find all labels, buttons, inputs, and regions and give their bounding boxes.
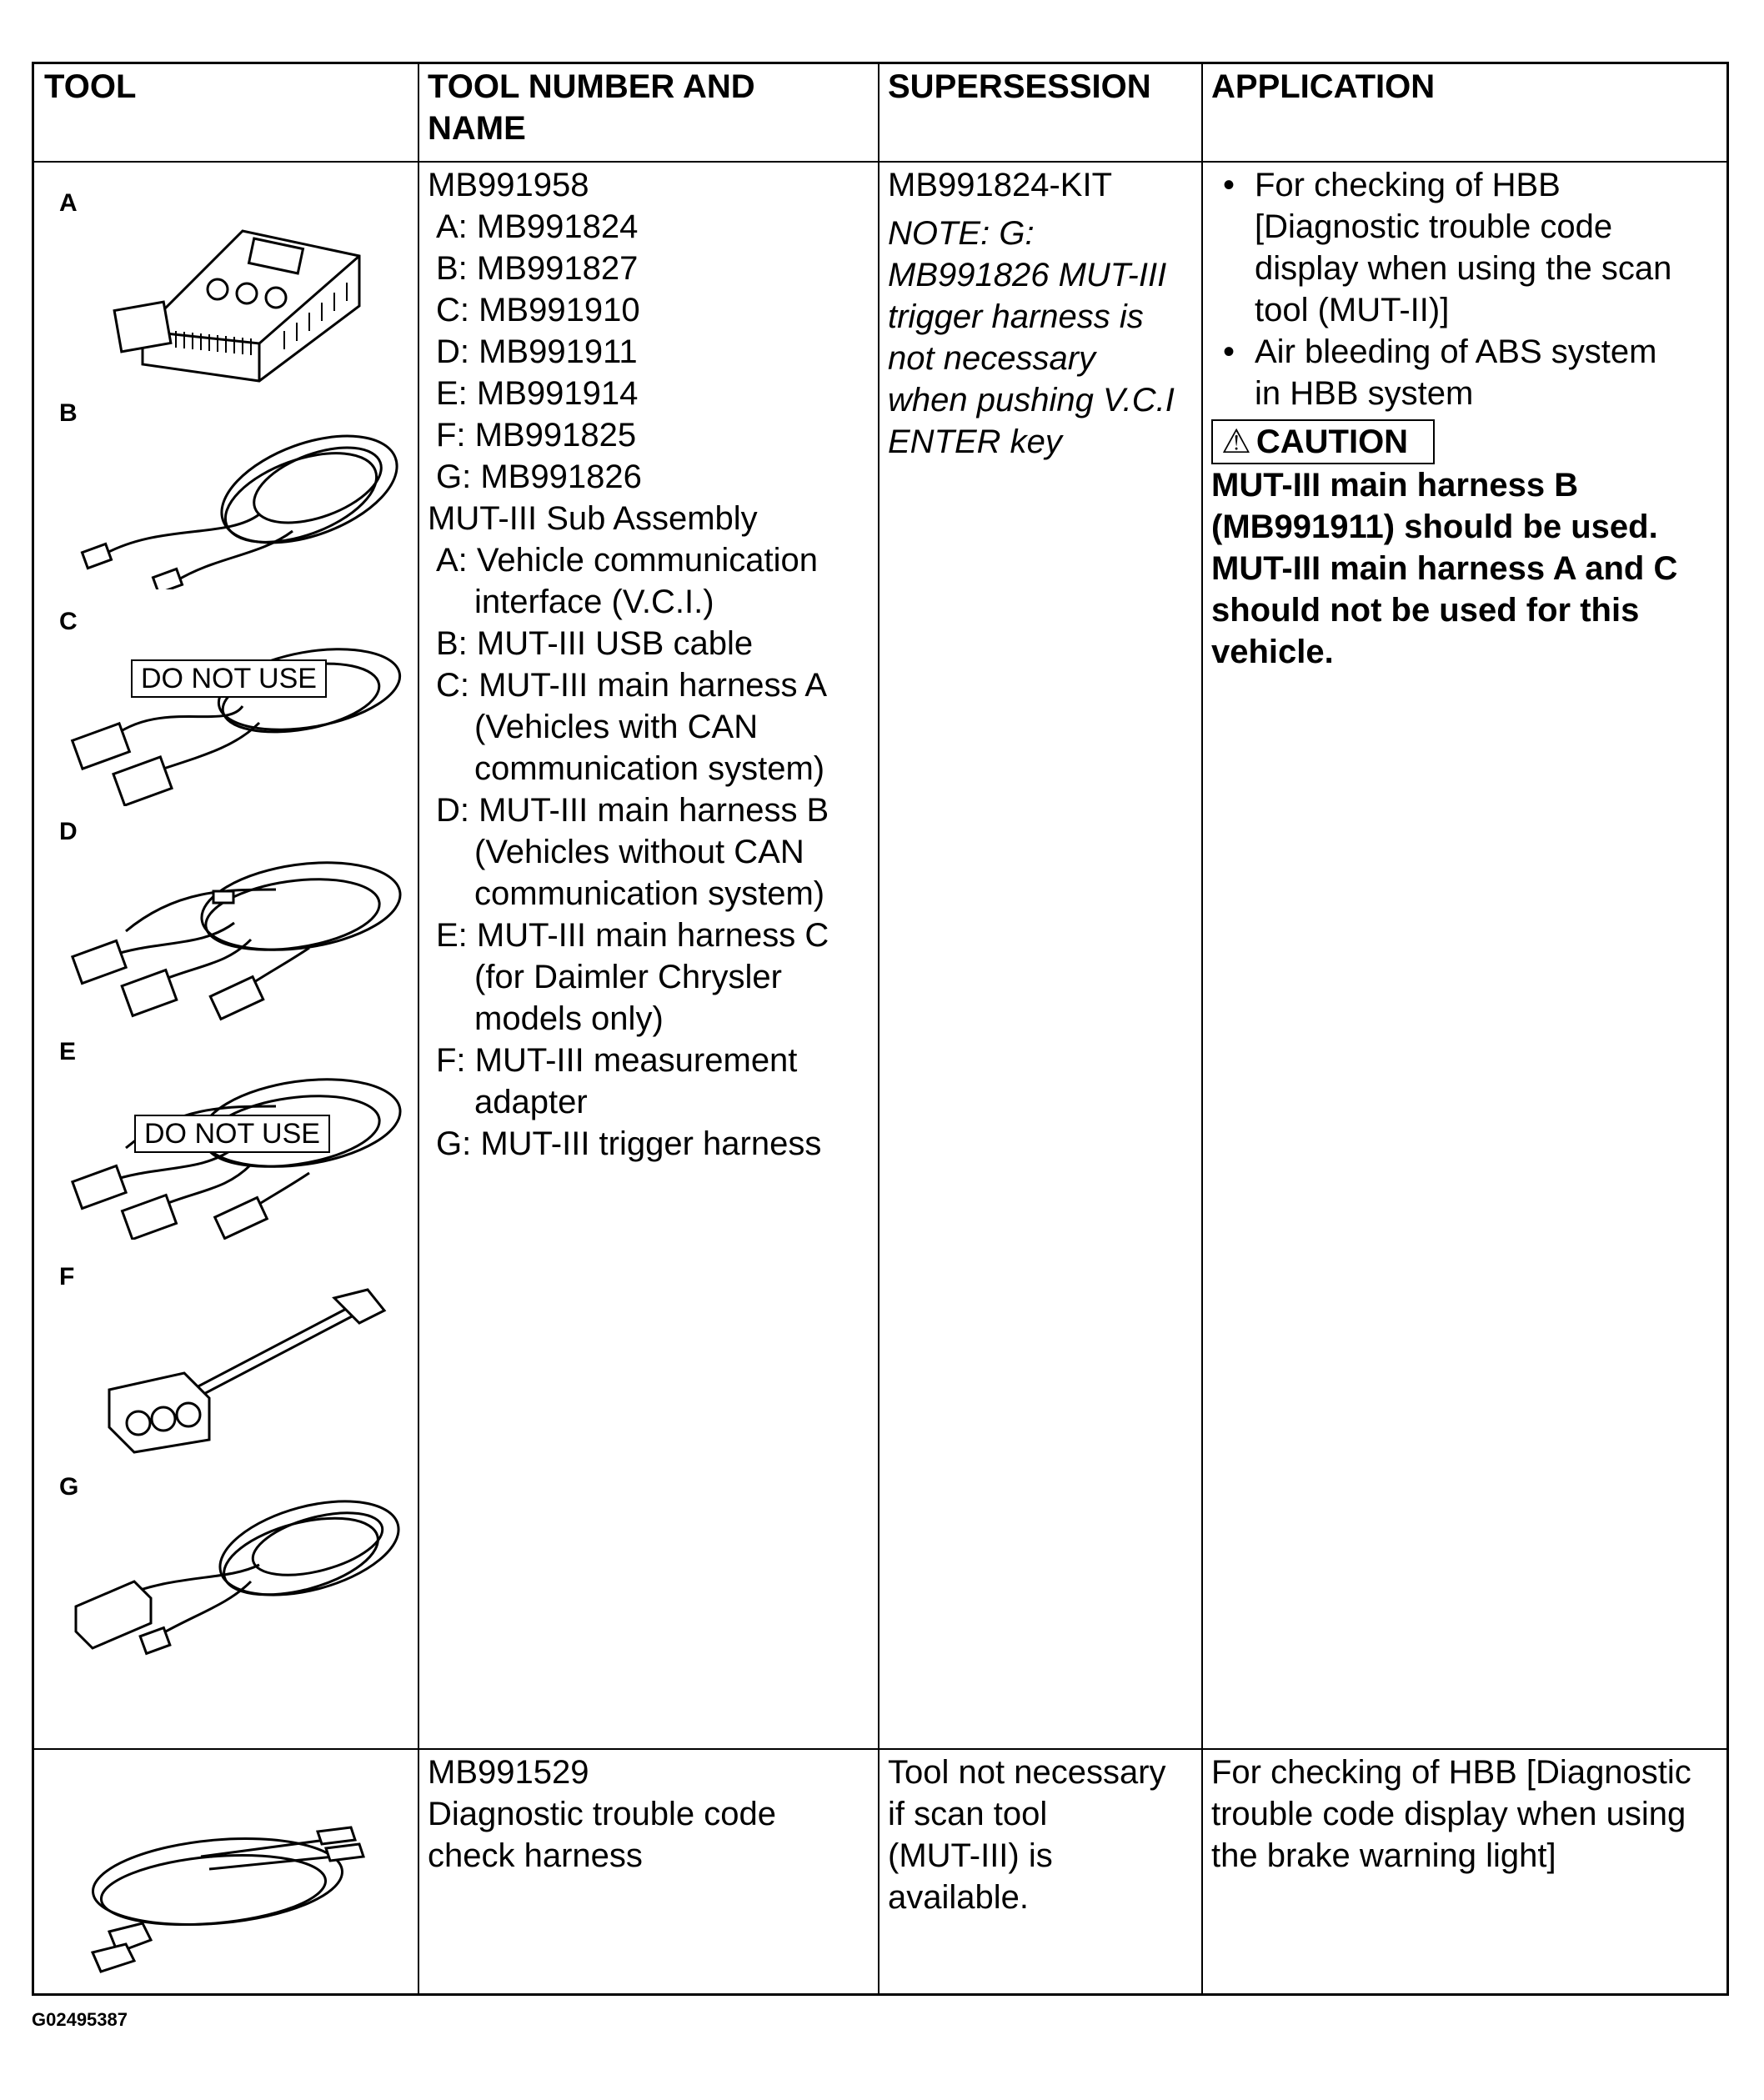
col-divider (1201, 64, 1203, 1993)
supersession-line: Tool not necessary (888, 1754, 1166, 1791)
supersession-cell-2 (888, 1752, 1196, 1918)
supersession-line: if scan tool (888, 1796, 1048, 1832)
header-tool-number-line1: TOOL NUMBER AND (428, 68, 755, 105)
sub-assembly-title: MUT-III Sub Assembly (428, 500, 758, 537)
application-bullet (1211, 331, 1725, 414)
header-tool-number (428, 66, 755, 149)
application-bullet (1211, 164, 1725, 331)
sub-assembly-line: E: MUT-III main harness C (436, 917, 829, 954)
component-line: B: MB991827 (436, 250, 639, 287)
tool-label-g: G (59, 1473, 79, 1501)
caution-text (1211, 464, 1725, 673)
note-line: NOTE: G: (888, 215, 1035, 252)
tool-number-cell-2 (428, 1752, 869, 1877)
application-line: trouble code display when using (1211, 1796, 1686, 1832)
tool-label-d: D (59, 818, 78, 845)
component-line: A: MB991824 (436, 208, 639, 245)
row-divider (34, 161, 1726, 163)
header-tool: TOOL (44, 68, 137, 105)
do-not-use-label: DO NOT USE (131, 659, 327, 698)
application-line: For checking of HBB [Diagnostic (1211, 1754, 1691, 1791)
check-harness-illustration (76, 1807, 376, 1973)
tool-label-b: B (59, 399, 78, 427)
sub-assembly-line: (Vehicles without CAN (474, 834, 804, 870)
supersession-line: available. (888, 1879, 1030, 1916)
sub-assembly-line: communication system) (474, 750, 825, 787)
application-lines (1211, 1752, 1725, 1877)
sub-assembly-line: C: MUT-III main harness A (436, 667, 828, 704)
header-tool-number-line2: NAME (428, 110, 526, 147)
supersession-kit: MB991824-KIT (888, 167, 1113, 203)
application-bullets (1211, 164, 1725, 414)
bullet-line: tool (MUT-II)] (1255, 292, 1450, 328)
application-cell-1 (1211, 164, 1725, 673)
caution-line: vehicle. (1211, 634, 1334, 670)
tool-label-c: C (59, 608, 78, 635)
sub-assembly-line: D: MUT-III main harness B (436, 792, 829, 829)
supersession-lines (888, 1752, 1196, 1918)
sub-assembly-list (428, 539, 869, 1165)
tool-number-line: MB991529 (428, 1754, 589, 1791)
warning-triangle-icon: ⚠ (1221, 424, 1251, 460)
application-line: the brake warning light] (1211, 1837, 1556, 1874)
caution-line: (MB991911) should be used. (1211, 509, 1658, 545)
bullet-line: [Diagnostic trouble code (1255, 208, 1613, 245)
supersession-cell-1 (888, 164, 1196, 463)
sub-assembly-line: (Vehicles with CAN (474, 709, 759, 745)
note-line: ENTER key (888, 424, 1062, 460)
usb-cable-illustration (76, 423, 409, 589)
col-divider (878, 64, 879, 1993)
figure-id: G02495387 (32, 2009, 128, 2030)
sub-assembly-line: (for Daimler Chrysler (474, 959, 782, 995)
component-list (428, 206, 869, 498)
component-line: C: MB991910 (436, 292, 640, 328)
caution-line: should not be used for this (1211, 592, 1640, 629)
tool-label-f: F (59, 1263, 75, 1291)
special-tools-table (32, 62, 1729, 1996)
trigger-harness-illustration (59, 1481, 409, 1665)
caution-label: CAUTION (1255, 424, 1409, 460)
bullet-line: • Air bleeding of ABS system (1255, 333, 1657, 370)
sub-assembly-line: G: MUT-III trigger harness (436, 1125, 822, 1162)
sub-assembly-line: interface (V.C.I.) (474, 584, 714, 620)
tool-number-cell-1 (428, 164, 869, 1165)
tool-label-e: E (59, 1038, 77, 1065)
tool-number-lines (428, 1752, 869, 1877)
sub-assembly-line: communication system) (474, 875, 825, 912)
component-line: D: MB991911 (436, 333, 638, 370)
component-line: E: MB991914 (436, 375, 639, 412)
col-divider (418, 64, 419, 1993)
note-line: not necessary (888, 340, 1096, 377)
caution-line: MUT-III main harness B (1211, 467, 1579, 504)
sub-assembly-line: F: MUT-III measurement (436, 1042, 798, 1079)
application-cell-2 (1211, 1752, 1725, 1877)
tool-number-line: Diagnostic trouble code (428, 1796, 777, 1832)
note-line: MB991826 MUT-III (888, 257, 1167, 293)
row-divider (34, 1748, 1726, 1750)
component-line: F: MB991825 (436, 417, 637, 454)
note-line: trigger harness is (888, 298, 1144, 335)
vci-unit-illustration (93, 206, 376, 389)
component-line: G: MB991826 (436, 459, 642, 495)
measurement-adapter-illustration (76, 1273, 409, 1456)
caution-box (1211, 419, 1435, 464)
sub-assembly-line: adapter (474, 1084, 588, 1120)
do-not-use-label: DO NOT USE (134, 1115, 330, 1153)
sub-assembly-line: A: Vehicle communication (436, 542, 819, 579)
supersession-note (888, 213, 1196, 463)
bullet-line: • For checking of HBB (1255, 167, 1561, 203)
tool-number-line: check harness (428, 1837, 643, 1874)
tool-label-a: A (59, 189, 78, 217)
sub-assembly-line: models only) (474, 1000, 664, 1037)
main-harness-b-illustration (59, 839, 409, 1023)
bullet-line: in HBB system (1255, 375, 1474, 412)
main-harness-a-illustration (59, 631, 409, 806)
sub-assembly-line: B: MUT-III USB cable (436, 625, 754, 662)
header-supersession: SUPERSESSION (888, 68, 1151, 105)
caution-line: MUT-III main harness A and C (1211, 550, 1678, 587)
tool-number: MB991958 (428, 167, 589, 203)
supersession-line: (MUT-III) is (888, 1837, 1053, 1874)
header-application: APPLICATION (1211, 68, 1436, 105)
note-line: when pushing V.C.I (888, 382, 1175, 418)
bullet-line: display when using the scan (1255, 250, 1672, 287)
